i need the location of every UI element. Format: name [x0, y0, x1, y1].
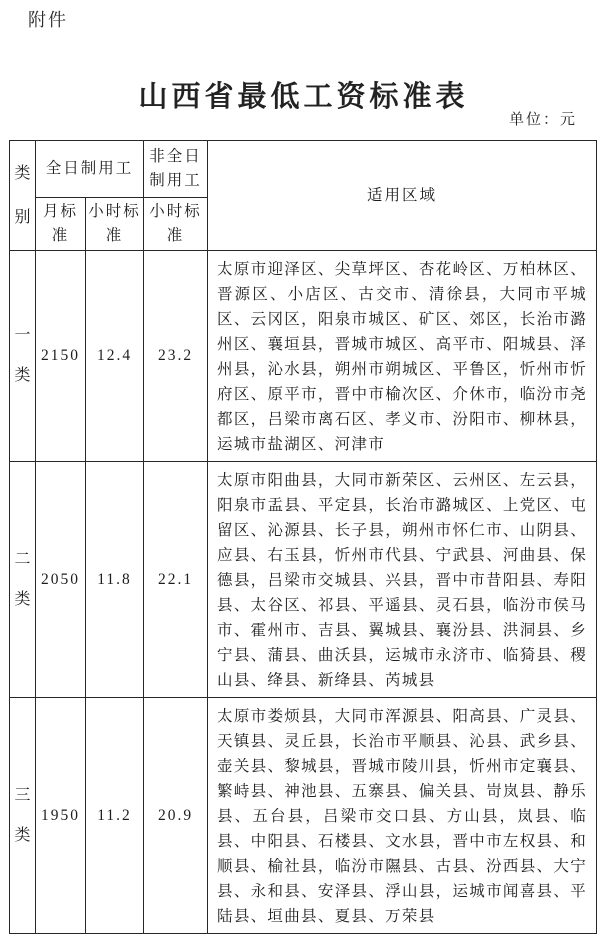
- header-part-time-hourly-standard: 小时标准: [144, 198, 208, 251]
- category-label: 二类: [14, 550, 31, 608]
- category-label: 三类: [14, 786, 31, 844]
- table-row-category-3: [10, 698, 597, 934]
- monthly-standard-value: 1950: [36, 698, 86, 934]
- table-header-row-1: [10, 141, 597, 198]
- unit-label: 单位：元: [508, 112, 577, 128]
- part-time-hourly-value: 20.9: [144, 698, 208, 934]
- minimum-wage-table: [9, 140, 597, 934]
- applicable-region-text: 太原市迎泽区、尖草坪区、杏花岭区、万柏林区、晋源区、小店区、古交市、清徐县，大同市平城区、云冈区，阳泉市城区、矿区、郊区，长治市潞州区、襄垣县，晋城市城区、高平市、阳城县、泽州县，沁水县，朔州市朔城区、平鲁区，忻州市忻府区、原平市，晋中市榆次区、介休市，临汾市尧都区，吕梁市离石区、孝义市、汾阳市、柳林县，运城市盐湖区、河津市: [208, 251, 597, 462]
- hourly-standard-value: 11.8: [86, 462, 144, 698]
- applicable-region-text: 太原市阳曲县，大同市新荣区、云州区、左云县，阳泉市盂县、平定县，长治市潞城区、上党区、屯留区、沁源县、长子县，朔州市怀仁市、山阴县、应县、右玉县，忻州市代县、宁武县、河曲县、保德县，吕梁市交城县、兴县，晋中市昔阳县、寿阳县、太谷区、祁县、平遥县、灵石县，临汾市侯马市、霍州市、吉县、翼城县、襄汾县、洪洞县、乡宁县、蒲县、曲沃县，运城市永济市、临猗县、稷山县、绛县、新绛县、芮城县: [208, 462, 597, 698]
- header-hourly-standard: 小时标准: [86, 198, 144, 251]
- monthly-standard-value: 2050: [36, 462, 86, 698]
- table-row-category-1: [10, 251, 597, 462]
- header-category: [10, 141, 36, 251]
- category-label: 一类: [14, 327, 31, 384]
- hourly-standard-value: 12.4: [86, 251, 144, 462]
- attachment-label: 附件: [28, 10, 68, 30]
- monthly-standard-value: 2150: [36, 251, 86, 462]
- applicable-region-text: 太原市娄烦县，大同市浑源县、阳高县、广灵县、天镇县、灵丘县，长治市平顺县、沁县、武乡县、壶关县、黎城县，晋城市陵川县，忻州市定襄县、繁峙县、神池县、五寨县、偏关县、岢岚县、静乐县、五台县，吕梁市交口县、方山县，岚县、临县、中阳县、石楼县、文水县，晋中市左权县、和顺县、榆社县，临汾市隰县、古县、汾西县、大宁县、永和县、安泽县、浮山县，运城市闻喜县、平陆县、垣曲县、夏县、万荣县: [208, 698, 597, 934]
- header-monthly-standard: 月标准: [36, 198, 86, 251]
- part-time-hourly-value: 22.1: [144, 462, 208, 698]
- category-cell: [10, 698, 36, 934]
- category-cell: [10, 251, 36, 462]
- part-time-hourly-value: 23.2: [144, 251, 208, 462]
- table-row-category-2: [10, 462, 597, 698]
- hourly-standard-value: 11.2: [86, 698, 144, 934]
- header-category-label: 类别: [14, 164, 31, 226]
- header-part-time: 非全日制用工: [144, 141, 208, 198]
- page-title: 山西省最低工资标准表: [138, 81, 469, 114]
- header-region: 适用区域: [208, 141, 597, 251]
- category-cell: [10, 462, 36, 698]
- header-full-time: 全日制用工: [36, 141, 144, 198]
